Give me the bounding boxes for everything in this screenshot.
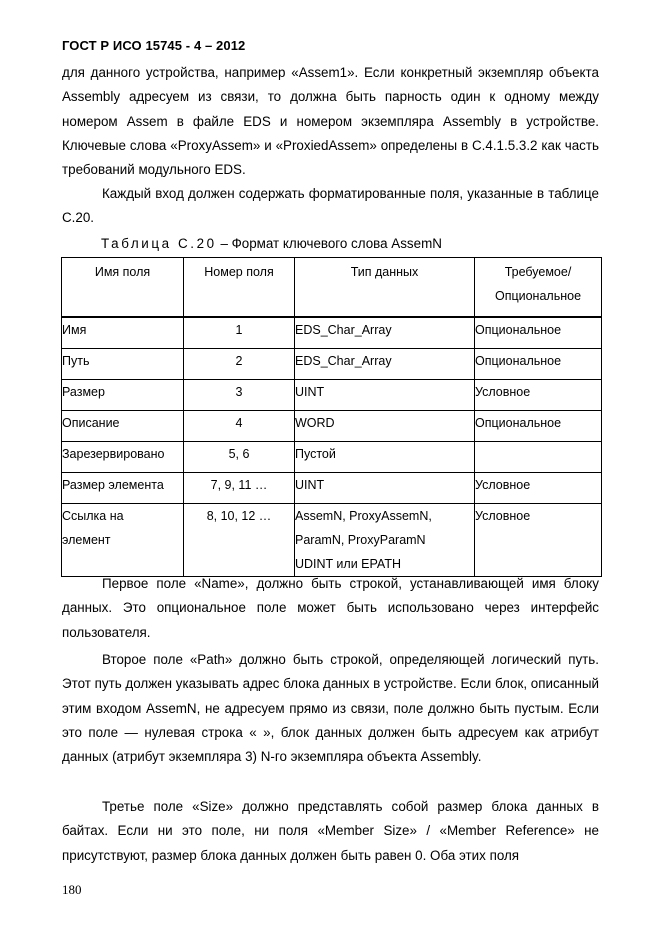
paragraph-third-field: Третье поле «Size» должно представлять собой размер блока данных в байтах. Если ни это поле, ни поля «Member Size» / «Member Reference» не присутствуют, размер блока данных должен быть равен 0. Оба этих поля (62, 799, 599, 863)
header-required (475, 258, 602, 318)
table-caption (101, 232, 442, 256)
header-field-name: Имя поля (62, 258, 184, 318)
cell-number: 3 (184, 380, 295, 411)
paragraph-second-field: Второе поле «Path» должно быть строкой, определяющей логический путь. Этот путь должен указывать адрес блока данных в устройстве. Если блок, описанный этим входом AssemN, не адресуем прямо из связи, поле должно быть пустым. Если это поле — нулевая строка « », блок данных должен быть адресуем как атрибут данных (атрибут экземпляра 3) N-го экземпляра объекта Assembly. (62, 652, 599, 765)
page-number: 180 (62, 882, 82, 897)
document-header: ГОСТ Р ИСО 15745 - 4 – 2012 (62, 38, 246, 53)
assemn-format-table (61, 257, 602, 577)
cell-type-line2: ParamN, ProxyParamN (295, 533, 426, 547)
cell-name (62, 504, 184, 577)
table-row (62, 349, 602, 380)
paragraph-each-entry: Каждый вход должен содержать форматированные поля, указанные в таблице С.20. (62, 186, 599, 226)
cell-required (475, 442, 602, 473)
header-required-line1: Требуемое/ (504, 265, 572, 279)
cell-type: Пустой (295, 442, 475, 473)
cell-type: UINT (295, 473, 475, 504)
cell-required: Условное (475, 380, 602, 411)
table-row (62, 504, 602, 577)
cell-required: Опциональное (475, 411, 602, 442)
paragraph-first-field: Первое поле «Name», должно быть строкой, устанавливающей имя блоку данных. Это опциональное поле может быть использовано через интерфейс пользователя. (62, 576, 599, 640)
cell-type: WORD (295, 411, 475, 442)
cell-number: 5, 6 (184, 442, 295, 473)
cell-name-line1: Ссылка на (62, 509, 124, 523)
table-row (62, 380, 602, 411)
table-header-row (62, 258, 602, 318)
cell-required: Условное (475, 473, 602, 504)
header-data-type: Тип данных (295, 258, 475, 318)
table-row (62, 473, 602, 504)
cell-type-line3: UDINT или EPATH (295, 557, 401, 571)
cell-name: Путь (62, 349, 184, 380)
cell-number: 7, 9, 11 … (184, 473, 295, 504)
cell-number: 4 (184, 411, 295, 442)
cell-type: EDS_Char_Array (295, 349, 475, 380)
cell-name: Зарезервировано (62, 442, 184, 473)
header-field-number: Номер поля (184, 258, 295, 318)
cell-type: EDS_Char_Array (295, 317, 475, 349)
table-row (62, 317, 602, 349)
cell-name: Имя (62, 317, 184, 349)
cell-type (295, 504, 475, 577)
cell-required: Опциональное (475, 317, 602, 349)
cell-type-line1: AssemN, ProxyAssemN, (295, 509, 432, 523)
cell-number: 2 (184, 349, 295, 380)
cell-required: Опциональное (475, 349, 602, 380)
cell-required: Условное (475, 504, 602, 577)
paragraph-intro: для данного устройства, например «Assem1». Если конкретный экземпляр объекта Assembly адресуем из связи, то должна быть парность один к одному между номером Assem в файле EDS и номером экземпляра Assembly в устройстве. Ключевые слова «ProxyAssem» и «ProxiedAssem» определены в С.4.1.5.3.2 как часть требований модульного EDS. (62, 65, 599, 178)
cell-number: 8, 10, 12 … (184, 504, 295, 577)
table-caption-label: Таблица С.20 (101, 236, 217, 251)
cell-type: UINT (295, 380, 475, 411)
cell-name: Размер элемента (62, 473, 184, 504)
table-row (62, 411, 602, 442)
cell-number: 1 (184, 317, 295, 349)
header-required-line2: Опциональное (494, 289, 582, 303)
table-caption-text: – Формат ключевого слова AssemN (216, 236, 442, 251)
cell-name: Описание (62, 411, 184, 442)
cell-name: Размер (62, 380, 184, 411)
cell-name-line2: элемент (62, 533, 111, 547)
table-row (62, 442, 602, 473)
